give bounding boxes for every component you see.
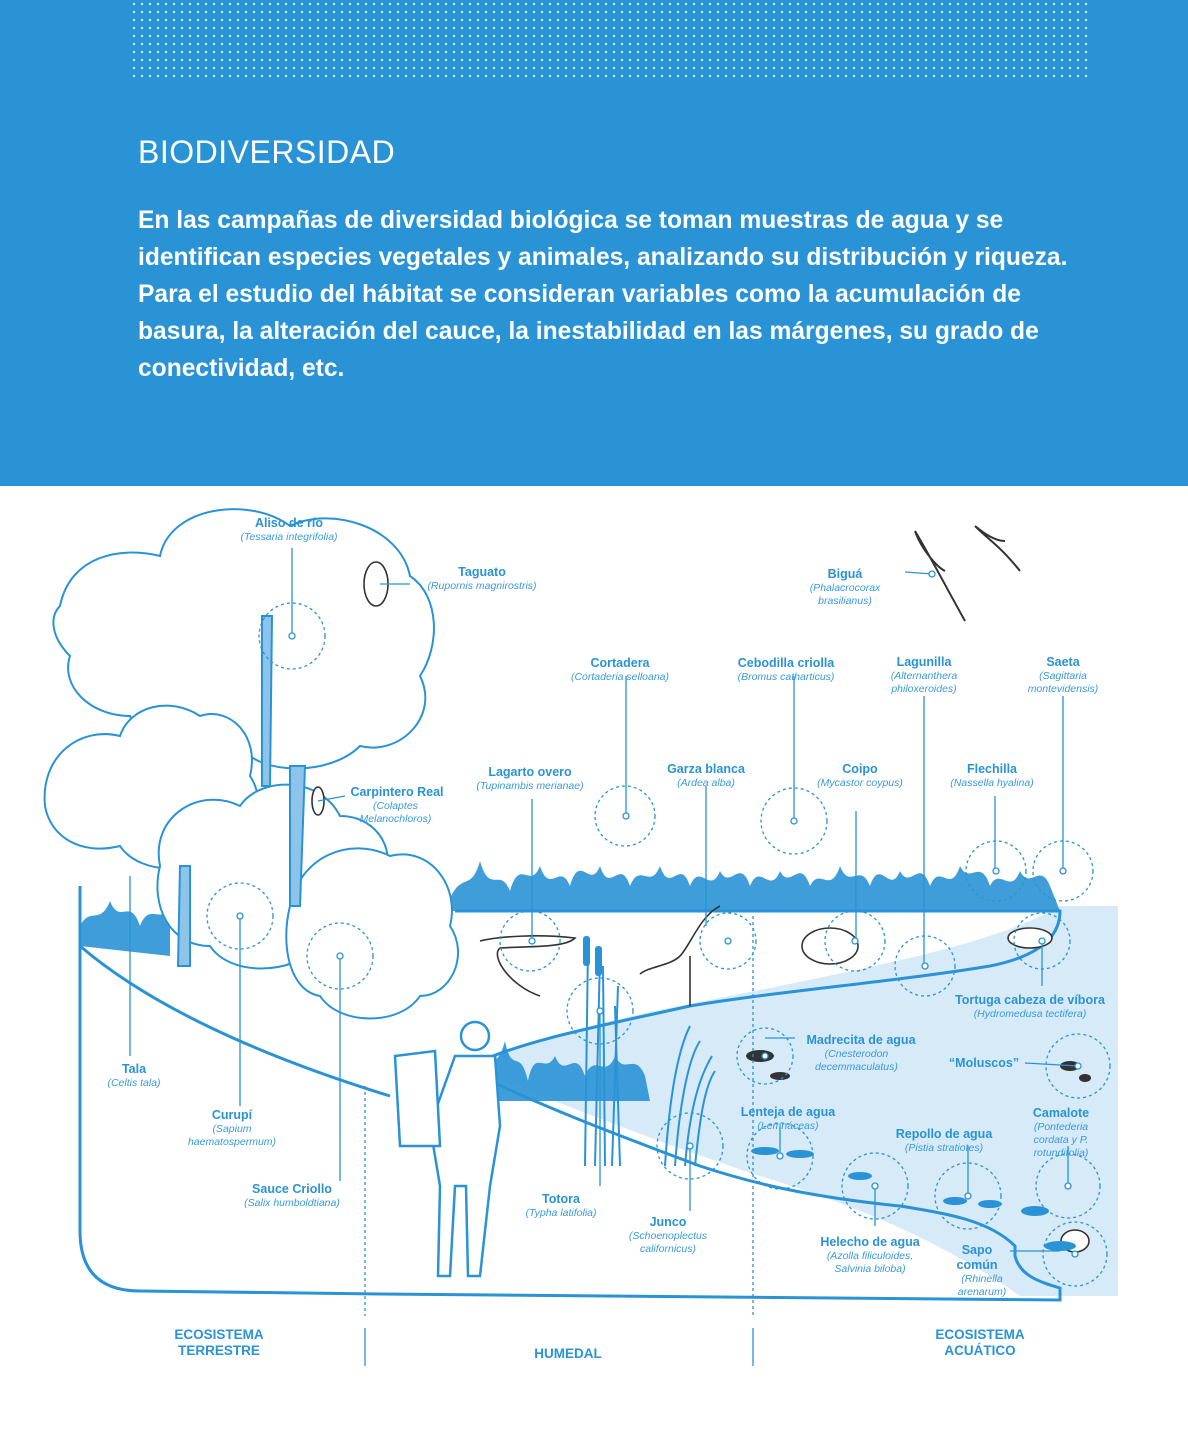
hiker-figure [395,1022,500,1276]
intro-text: En las campañas de diversidad biológica se toman muestras de agua y se identifican especies vegetales y animales, analizando su distribución y riqueza. Para el estudio del hábitat se consideran variables como la acumulación de basura, la alteración del cauce, la inestabilidad en las márgenes, su grado de conectividad, etc. [138,207,1068,382]
label-coipo: Coipo (Mycastor coypus) [817,762,903,789]
label-lagarto: Lagarto overo (Tupinambis merianae) [476,765,584,792]
label-bigua: Biguá (Phalacrocorax brasilianus) [809,567,881,607]
typha-head [595,946,602,976]
label-taguato: Taguato (Rupornis magnirostris) [427,565,537,592]
label-totora: Totora (Typha latifolia) [525,1192,597,1219]
label-tala: Tala (Celtis tala) [107,1062,161,1089]
label-repollo: Repollo de agua (Pistia stratiotes) [895,1127,993,1154]
label-cebodilla: Cebodilla criolla (Bromus catharticus) [737,656,835,683]
ecosystem-illustration [0,486,1188,1450]
label-curupi: Curupí (Sapium haematospermum) [187,1108,277,1148]
header-banner [0,0,1188,486]
label-camalote: Camalote (Pontederia cordata y P. rotundifolia) [1032,1106,1090,1159]
label-lenteja: Lenteja de agua (Lemnáceas) [740,1105,836,1132]
label-moluscos: “Moluscos” [948,1056,1020,1070]
label-cortadera: Cortadera (Cortaderia selloana) [570,656,670,683]
page-title: BIODIVERSIDAD [138,134,396,170]
label-junco: Junco (Schoenoplectus californicus) [628,1215,708,1255]
label-carpintero: Carpintero Real (Colaptes Melanochloros) [350,785,444,825]
typha-head [583,936,590,966]
zone-terrestre: ECOSISTEMA TERRESTRE [174,1327,264,1358]
dot-pattern [130,0,1090,82]
label-tortuga: Tortuga cabeza de víbora (Hydromedusa tectifera) [955,993,1105,1020]
label-flechilla: Flechilla (Nassella hyalina) [950,762,1034,789]
ecosystem-diagram [0,486,1188,1450]
label-madrecita: Madrecita de agua (Cnesterodon decemmaculatus) [806,1033,916,1073]
zone-humedal: HUMEDAL [534,1346,602,1361]
label-sauce: Sauce Criollo (Salix humboldtiana) [244,1182,340,1209]
label-aliso: Aliso de río (Tessaria integrifolia) [240,516,338,543]
label-garza: Garza blanca (Ardea alba) [667,762,745,789]
zone-acuatico: ECOSISTEMA ACUÁTICO [935,1327,1025,1358]
label-saeta: Saeta (Sagittaria montevidensis) [1027,655,1099,695]
label-sapo: Sapo común (Rhinella arenarum) [956,1243,1007,1298]
label-lagunilla: Lagunilla (Alternanthera philoxeroides) [890,655,958,695]
label-helecho: Helecho de agua (Azolla filiculoides, Salvinia biloba) [820,1235,920,1275]
